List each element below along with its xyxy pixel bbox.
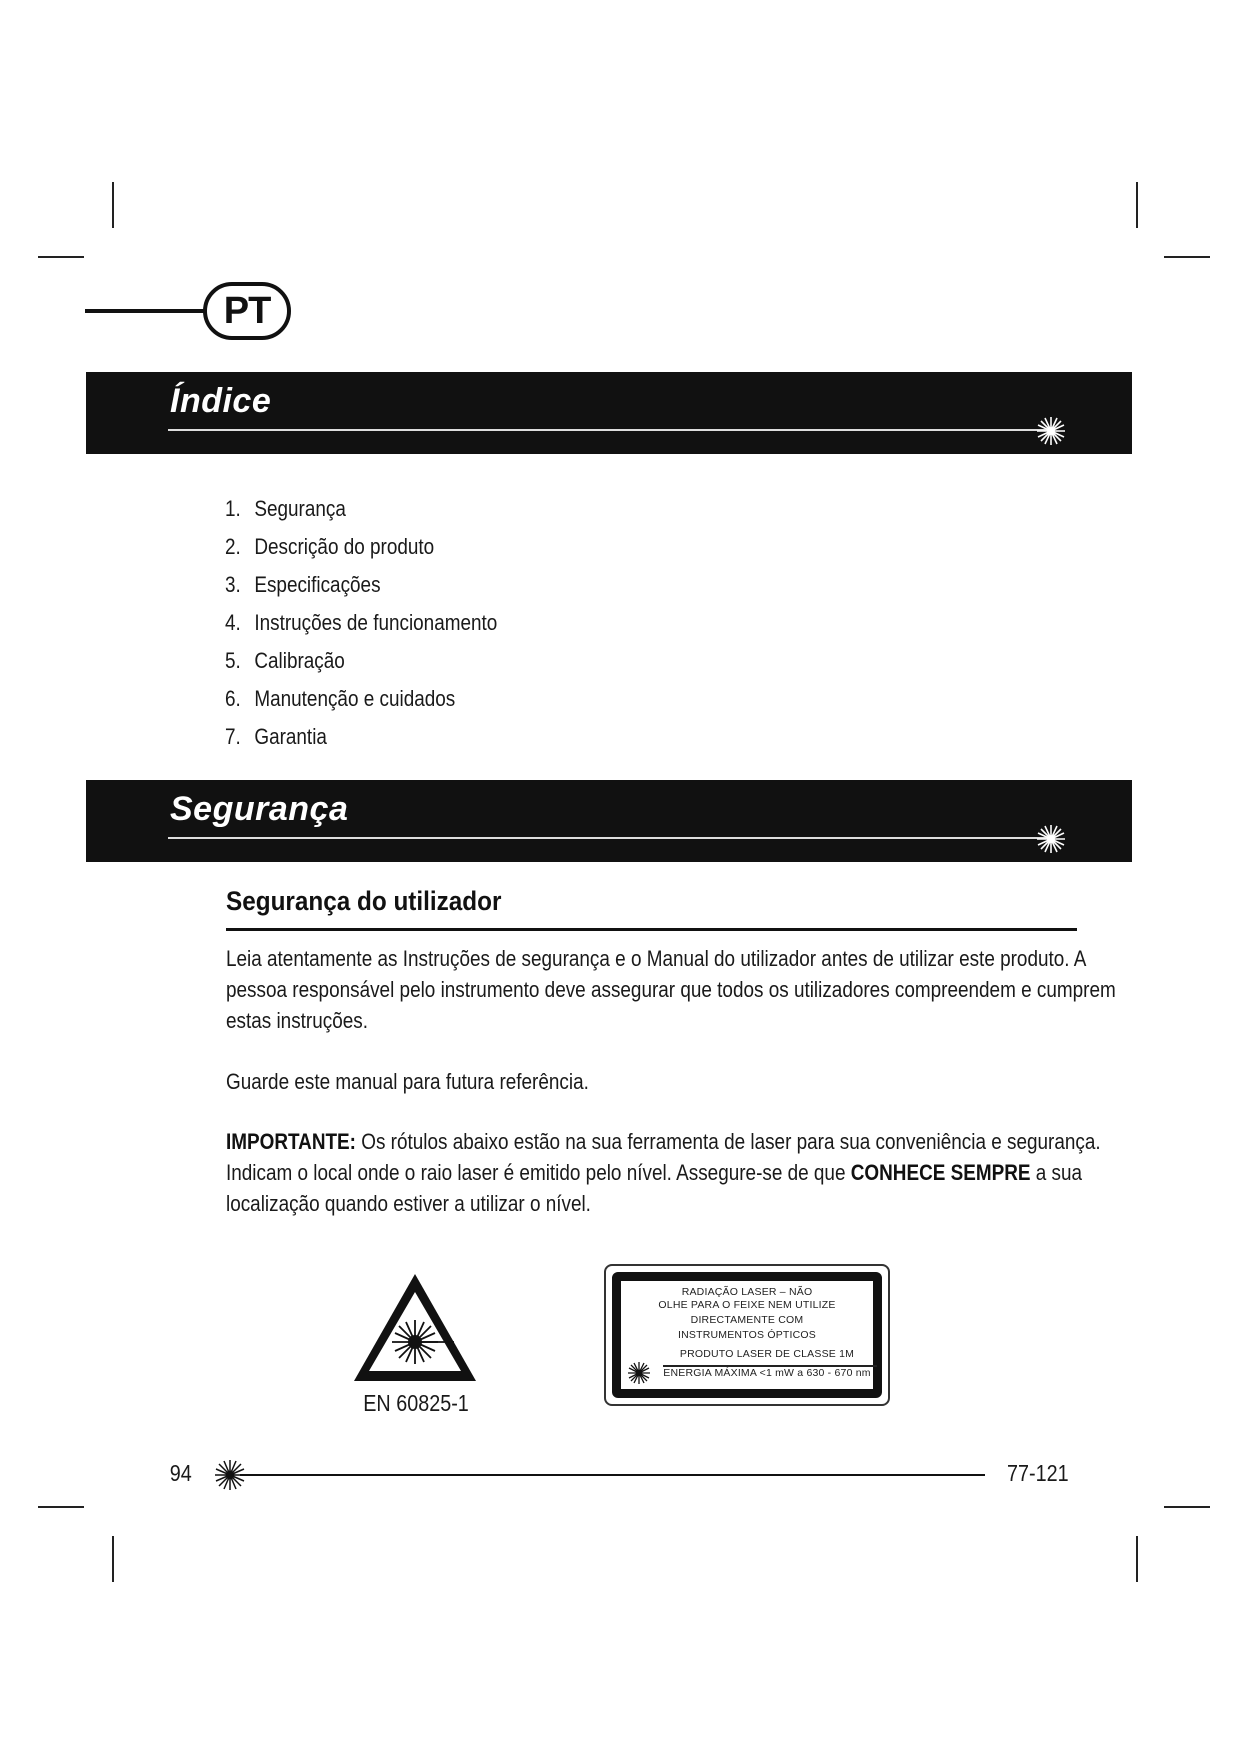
label-line: RADIAÇÃO LASER – NÃO	[681, 1286, 813, 1298]
crop-mark	[38, 1506, 84, 1508]
always-know-emphasis: CONHECE SEMPRE	[850, 1160, 1031, 1185]
label-line: DIRECTAMENTE COM	[690, 1314, 804, 1326]
standard-caption: EN 60825-1	[363, 1390, 469, 1416]
toc-item[interactable]: 2. Descrição do produto	[225, 534, 435, 559]
important-label: IMPORTANTE:	[226, 1129, 356, 1154]
label-line: OLHE PARA O FEIXE NEM UTILIZE	[658, 1299, 836, 1311]
table-of-contents	[225, 490, 542, 756]
crop-mark	[1164, 1506, 1210, 1508]
label-line: ENERGIA MÁXIMA <1 mW a 630 - 670 nm	[663, 1367, 871, 1379]
toc-item[interactable]: 1. Segurança	[225, 496, 346, 521]
label-border	[612, 1272, 882, 1398]
crop-mark	[1136, 1536, 1138, 1582]
document-code: 77-121	[1007, 1460, 1069, 1486]
title-underline	[168, 837, 1048, 839]
toc-item[interactable]: 4. Instruções de funcionamento	[225, 610, 498, 635]
toc-item[interactable]: 3. Especificações	[225, 572, 381, 597]
laser-warning-label	[604, 1264, 890, 1406]
language-badge: PT	[203, 282, 291, 340]
crop-mark	[112, 182, 114, 228]
index-title-bar	[86, 372, 1132, 454]
safety-title: Segurança	[170, 790, 349, 828]
crop-mark	[38, 256, 84, 258]
important-paragraph: IMPORTANTE: Os rótulos abaixo estão na sua ferramenta de laser para sua conveniência e segurança. Indicam o local onde o raio laser é emitido pelo nível. Assegure-se de que CONHECE SEMPRE a sua localização quando estiver a utilizar o nível.	[226, 1129, 1101, 1216]
body-paragraph: Leia atentamente as Instruções de segurança e o Manual do utilizador antes de utilizar este produto. A pessoa responsável pelo instrumento deve assegurar que todos os utilizadores compreendem e cumprem estas instruções.	[226, 946, 1116, 1033]
title-underline	[168, 429, 1048, 431]
index-title: Índice	[170, 382, 272, 420]
laser-star-icon	[1036, 824, 1066, 854]
toc-item[interactable]: 7. Garantia	[225, 724, 327, 749]
body-paragraph: Guarde este manual para futura referência.	[226, 1069, 589, 1094]
section-heading: Segurança do utilizador	[226, 886, 502, 916]
safety-title-bar	[86, 780, 1132, 862]
language-badge-line	[85, 309, 207, 313]
label-line: INSTRUMENTOS ÓPTICOS	[678, 1329, 816, 1341]
toc-item[interactable]: 5. Calibração	[225, 648, 345, 673]
crop-mark	[1164, 256, 1210, 258]
laser-star-icon	[1036, 416, 1066, 446]
crop-mark	[1136, 182, 1138, 228]
label-line: PRODUTO LASER DE CLASSE 1M	[679, 1348, 855, 1360]
toc-item[interactable]: 6. Manutenção e cuidados	[225, 686, 456, 711]
page-number: 94	[169, 1460, 192, 1486]
laser-star-icon	[627, 1361, 651, 1385]
crop-mark	[112, 1536, 114, 1582]
heading-underline	[226, 928, 1077, 931]
laser-warning-triangle-icon	[350, 1270, 480, 1385]
footer-rule	[240, 1474, 985, 1476]
